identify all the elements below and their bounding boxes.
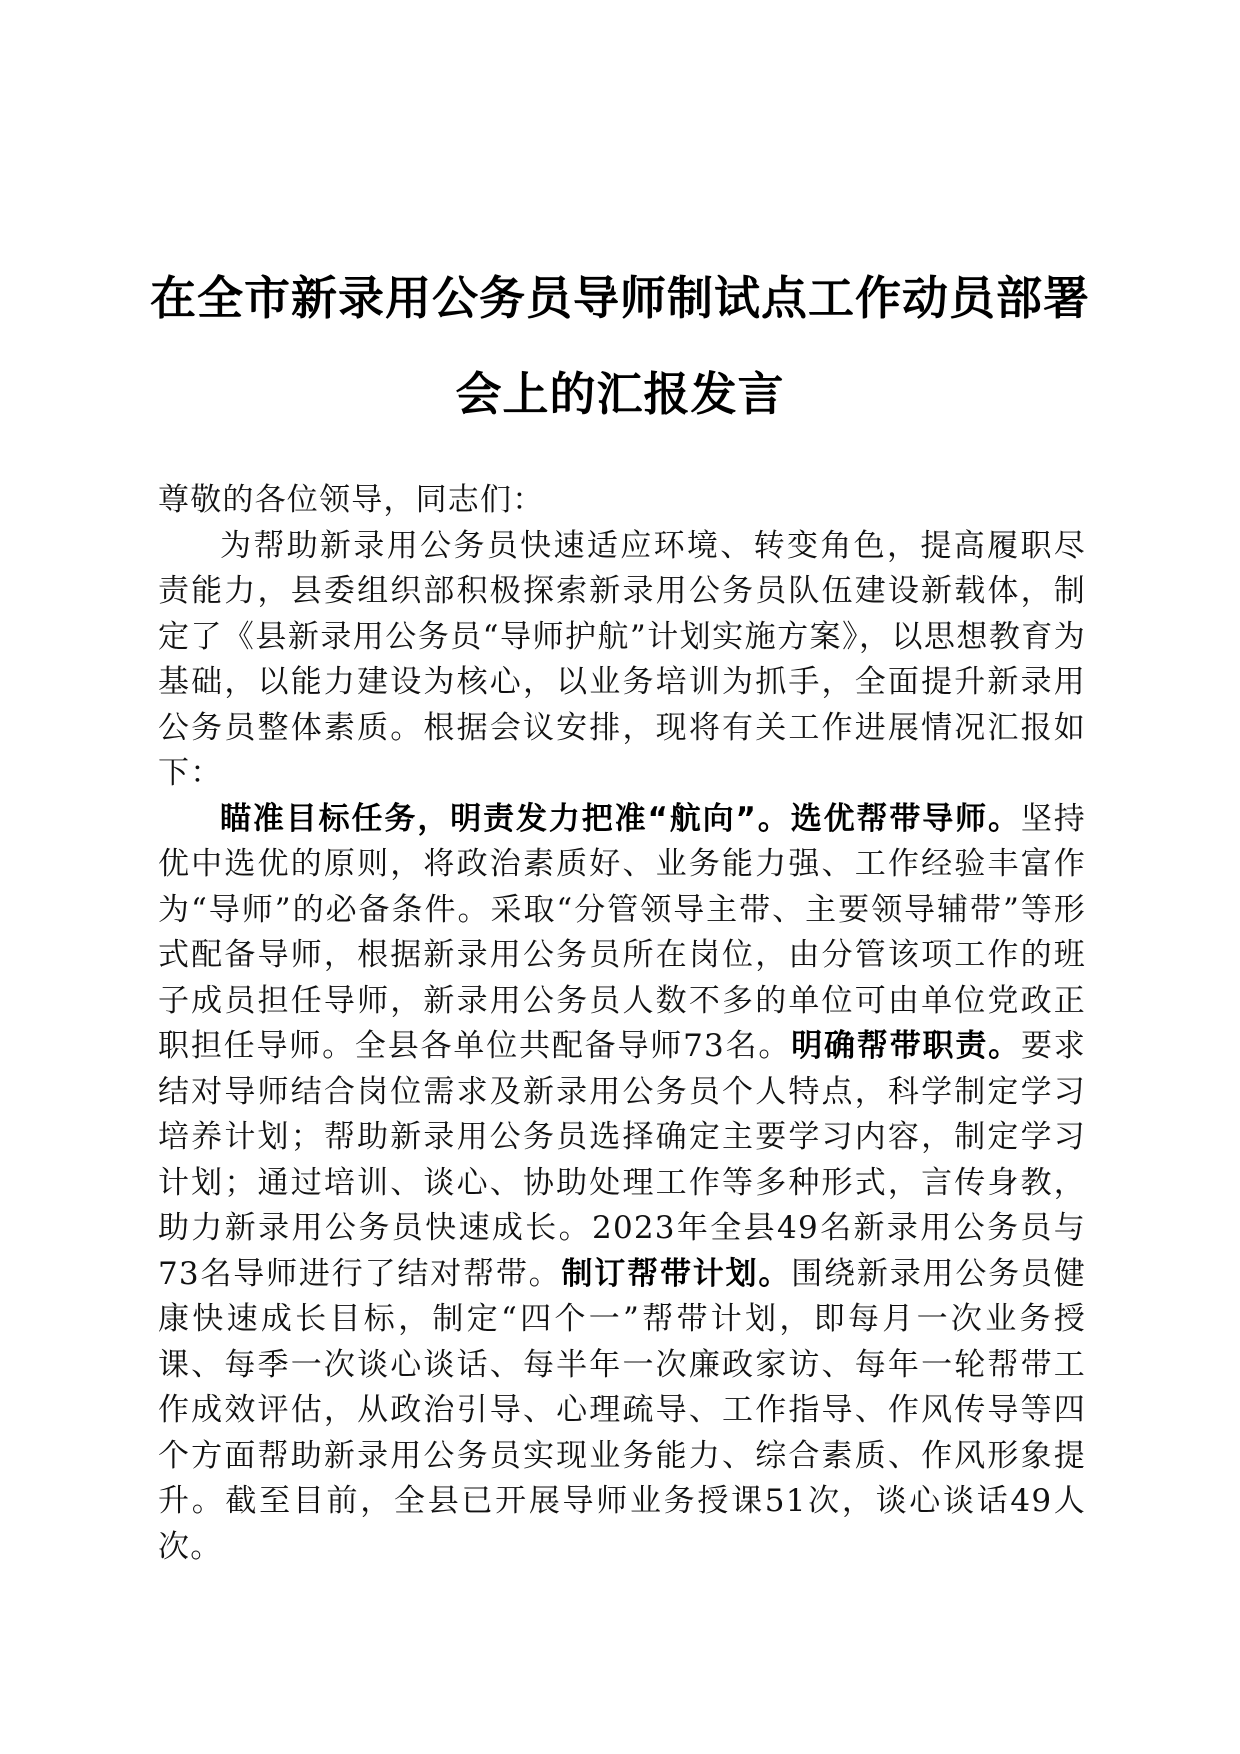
subsection-3-text: 围绕新录用公务员健康快速成长目标，制定“四个一”帮带计划，即每月一次业务授课、每季一次谈心谈话、每半年一次廉政家访、每年一轮帮带工作成效评估，从政治引导、心理疏导、工作指导、作风传导等四个方面帮助新录用公务员实现业务能力、综合素质、作风形象提升。截至目前，全县已开展导师业务授课51次，谈心谈话49人次。 [158, 1255, 1086, 1565]
section-1-paragraph [158, 797, 1086, 1571]
document-title-line-1: 在全市新录用公务员导师制试点工作动员部署 [150, 271, 1090, 325]
document-title-line-2: 会上的汇报发言 [455, 367, 785, 421]
subsection-2-heading: 明确帮带职责。 [791, 1028, 1021, 1064]
salutation: 尊敬的各位领导，同志们： [158, 482, 545, 518]
subsection-2-text: 要求结对导师结合岗位需求及新录用公务员个人特点，科学制定学习培养计划；帮助新录用公务员选择确定主要学习内容，制定学习计划；通过培训、谈心、协助处理工作等多种形式，言传身教，助力新录用公务员快速成长。2023年全县49名新录用公务员与73名导师进行了结对帮带。 [158, 1028, 1087, 1292]
subsection-1-text: 坚持优中选优的原则，将政治素质好、业务能力强、工作经验丰富作为“导师”的必备条件。采取“分管领导主带、主要领导辅带”等形式配备导师，根据新录用公务员所在岗位，由分管该项工作的班子成员担任导师，新录用公务员人数不多的单位可由单位党政正职担任导师。全县各单位共配备导师73名。 [158, 800, 1086, 1064]
document-body [158, 478, 1086, 1570]
section-1-heading: 瞄准目标任务，明责发力把准“航向”。 [220, 800, 791, 837]
intro-paragraph: 为帮助新录用公务员快速适应环境、转变角色，提高履职尽责能力，县委组织部积极探索新录用公务员队伍建设新载体，制定了《县新录用公务员“导师护航”计划实施方案》，以思想教育为基础，以能力建设为核心，以业务培训为抓手，全面提升新录用公务员整体素质。根据会议安排，现将有关工作进展情况汇报如下： [158, 527, 1086, 791]
subsection-1-heading: 选优帮带导师。 [790, 800, 1021, 837]
document-title [150, 250, 1090, 442]
subsection-3-heading: 制订帮带计划。 [561, 1255, 792, 1292]
